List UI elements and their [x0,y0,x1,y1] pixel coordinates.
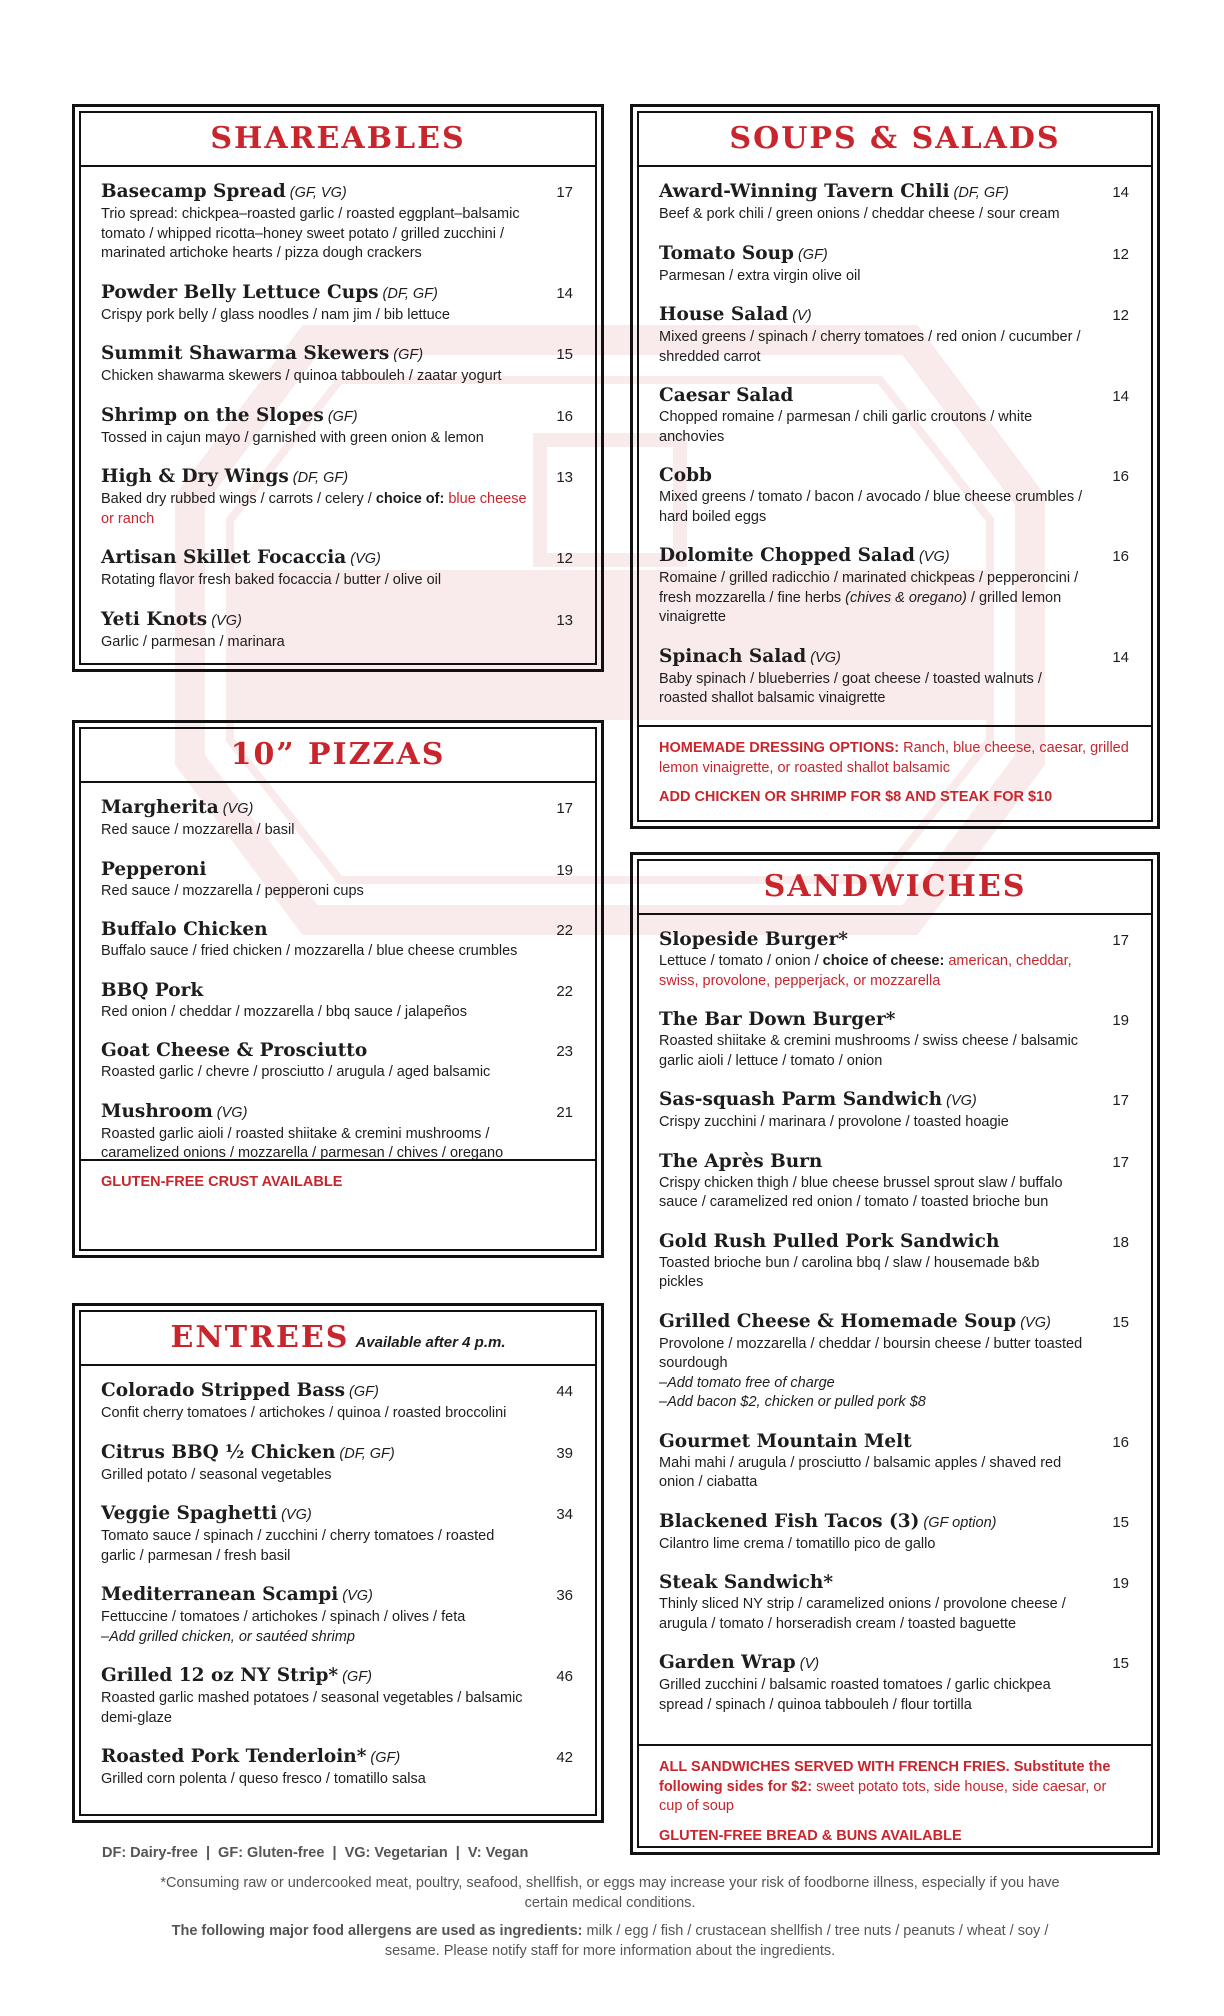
pizzas-section [72,720,604,1258]
choice-options: american, cheddar, swiss, provolone, pepperjack, or mozzarella [659,953,1072,989]
item-title: BBQ Pork [101,979,204,1001]
item-description [659,408,1085,447]
item-name [101,1503,529,1526]
item-description [101,1404,529,1424]
item-name [101,980,529,1002]
description-text: Rotating flavor fresh baked focaccia / butter / olive oil [101,572,442,588]
description-text: Roasted garlic / chevre / prosciutto / arugula / aged balsamic [101,1064,491,1080]
item-description [101,571,529,591]
item-title: Citrus BBQ ½ Chicken [101,1441,336,1463]
menu-item [659,646,1129,709]
menu-item [101,980,573,1023]
item-title: Basecamp Spread [101,181,286,202]
item-description [101,821,529,841]
item-price: 19 [1112,1575,1129,1592]
item-title: Gourmet Mountain Melt [659,1430,912,1452]
item-description [659,1535,1085,1555]
menu-item [101,1040,573,1083]
entrees-section [72,1303,604,1823]
dietary-tag: (GF) [393,347,424,363]
item-price: 22 [556,922,573,939]
item-title: Garden Wrap [659,1652,796,1673]
choice-options: blue cheese or ranch [101,491,527,527]
item-price: 15 [1112,1313,1129,1331]
item-price: 16 [1112,548,1129,565]
menu-item [101,609,573,653]
item-title: Cobb [659,465,712,486]
choice-label: choice of cheese: [822,953,945,969]
item-name [101,609,529,632]
menu-item [659,1311,1129,1413]
item-price: 13 [556,469,573,486]
menu-item [101,1584,573,1647]
dietary-tag: (GF) [349,1384,379,1400]
item-price: 22 [556,982,573,1000]
item-name [101,1746,529,1769]
description-text: Trio spread: chickpea–roasted garlic / roasted eggplant–balsamic tomato / whipped ricotta–honey sweet potato / grilled zucchini / marinated artichoke hearts / pizza dough crackers [101,206,520,261]
description-text: Grilled zucchini / balsamic roasted tomatoes / garlic chickpea spread / spinach / quinoa tabbouleh / flour tortilla [659,1677,1051,1713]
item-name [659,1572,1085,1594]
item-description [101,205,529,264]
item-description [659,1454,1085,1493]
dietary-tag: (VG) [350,551,381,567]
item-price: 44 [556,1383,573,1400]
item-title: Slopeside Burger* [659,929,848,950]
description-text: Red sauce / mozzarella / pepperoni cups [101,882,364,899]
item-name [659,929,1085,951]
item-price: 16 [556,407,573,425]
dietary-tag: (VG) [946,1093,977,1109]
sandwiches-items [639,915,1151,1715]
description-text: Baby spinach / blueberries / goat cheese / toasted walnuts / roasted shallot balsamic vinaigrette [659,670,1042,706]
description-text: Grilled corn polenta / queso fresco / tomatillo salsa [101,1771,426,1787]
description-text: Cilantro lime crema / tomatillo pico de gallo [659,1535,936,1552]
menu-item [101,919,573,962]
item-description [659,205,1085,225]
item-description [101,306,529,326]
item-title: Goat Cheese & Prosciutto [101,1040,368,1061]
item-description [659,1595,1085,1634]
item-name [659,1009,1085,1031]
menu-item [659,304,1129,367]
item-price: 16 [1112,1433,1129,1451]
dietary-tag: (GF) [327,408,358,425]
item-name [659,243,1085,266]
menu-item [101,859,573,902]
item-price: 15 [1112,1513,1129,1531]
item-name [659,465,1085,487]
description-text: Provolone / mozzarella / cheddar / boursin cheese / butter toasted sourdough [659,1335,1083,1371]
description-text: Beef & pork chili / green onions / cheddar cheese / sour cream [659,206,1060,222]
item-title: Margherita [101,797,219,818]
item-name [101,547,529,570]
item-description [101,633,529,653]
item-title: Mushroom [101,1100,213,1122]
item-price: 17 [556,184,573,201]
item-title: Pepperoni [101,858,207,880]
description-text: Lettuce / tomato / onion / [659,953,823,969]
dietary-tag: (V) [792,308,812,324]
menu-item [101,547,573,591]
section-title: SHAREABLES [81,113,595,167]
item-title: High & Dry Wings [101,466,289,487]
description-text: Grilled potato / seasonal vegetables [101,1466,332,1483]
description-text: Tomato sauce / spinach / zucchini / cherry tomatoes / roasted garlic / parmesan / fresh basil [101,1528,495,1564]
dietary-tag: (VG) [342,1588,373,1604]
entrees-title: ENTREES [170,1320,350,1355]
item-name [101,282,529,305]
item-title: Gold Rush Pulled Pork Sandwich [659,1230,1000,1252]
item-title: Sas-squash Parm Sandwich [659,1089,943,1110]
item-name [659,1151,1085,1173]
dietary-tag: (V) [799,1656,820,1672]
dietary-tag: (DF, GF) [953,185,1009,201]
item-title: Summit Shawarma Skewers [101,343,390,364]
item-price: 42 [556,1749,573,1766]
item-name [659,646,1085,669]
description-text: Thinly sliced NY strip / caramelized onions / provolone cheese / arugula / tomato / horseradish cream / toasted baguette [659,1596,1066,1632]
item-name [659,1311,1085,1334]
item-price: 23 [556,1043,573,1060]
dietary-tag: (GF) [797,246,828,263]
dietary-tag: (GF) [370,1750,401,1766]
item-title: Grilled Cheese & Homemade Soup [659,1310,1017,1332]
dietary-tag: (VG) [281,1507,312,1523]
dietary-tag: (VG) [918,549,950,565]
sides-note [659,1758,1131,1817]
item-title: Tomato Soup [659,242,794,264]
menu-item [659,1231,1129,1293]
item-name [101,181,529,204]
item-description [101,490,529,529]
dietary-legend: DF: Dairy-free | GF: Gluten-free | VG: Vegetarian | V: Vegan [102,1845,529,1861]
item-price: 12 [556,550,573,567]
description-text: Chopped romaine / parmesan / chili garlic croutons / white anchovies [659,409,1033,445]
menu-item [101,1380,573,1424]
description-text: Romaine / grilled radicchio / marinated chickpeas / pepperoncini / fresh mozzarella / fine herbs [659,570,1079,606]
item-name [101,405,529,428]
item-price: 17 [1112,1092,1129,1109]
menu-item [101,181,573,264]
item-price: 17 [1112,1153,1129,1171]
item-description [101,942,529,962]
description-text: Chicken shawarma skewers / quinoa tabbouleh / zaatar yogurt [101,368,502,384]
item-price: 17 [556,800,573,817]
menu-item [659,385,1129,447]
item-name [659,1511,1085,1534]
item-name [101,1101,529,1124]
gluten-free-crust-note: GLUTEN-FREE CRUST AVAILABLE [101,1174,343,1190]
sides-text: sweet potato tots, side house, side caesar, or cup of soup [659,1778,1107,1814]
item-price: 21 [556,1103,573,1121]
dietary-tag: (VG) [211,612,242,629]
item-title: Colorado Stripped Bass [101,1380,346,1401]
menu-item [659,181,1129,225]
item-price: 14 [1112,648,1129,666]
item-title: The Bar Down Burger* [659,1009,896,1030]
dietary-tag: (VG) [222,801,254,817]
description-text: Crispy chicken thigh / blue cheese brussel sprout slaw / buffalo sauce / caramelized red onion / tomato / toasted brioche bun [659,1174,1063,1210]
item-title: Grilled 12 oz NY Strip* [101,1665,339,1686]
menu-item [659,243,1129,287]
item-name [101,1040,529,1062]
item-name [659,181,1085,204]
item-name [101,343,529,366]
item-add-on-note: –Add bacon $2, chicken or pulled pork $8 [659,1394,926,1410]
sandwiches-footer [639,1744,1151,1856]
item-title: Mediterranean Scampi [101,1584,339,1605]
item-price: 16 [1112,468,1129,485]
item-description [101,1608,529,1628]
dietary-tag: (GF) [342,1669,372,1685]
item-name [659,1231,1085,1253]
description-text: Tossed in cajun mayo / garnished with green onion & lemon [101,429,484,446]
dietary-tag: (DF, GF) [339,1445,395,1462]
allergen-notice [150,1922,1070,1961]
item-description [659,952,1085,991]
description-text: Roasted garlic mashed potatoes / seasonal vegetables / balsamic demi-glaze [101,1690,523,1726]
item-price: 14 [1112,184,1129,201]
item-description [101,1689,529,1728]
item-description [101,1125,529,1164]
menu-item [659,545,1129,628]
pizzas-footer [81,1159,595,1203]
item-price: 12 [1112,307,1129,324]
menu-item [101,797,573,841]
menu-item [659,1572,1129,1634]
menu-item [659,929,1129,991]
section-title: SANDWICHES [639,861,1151,915]
item-price: 19 [556,861,573,879]
description-text: Confit cherry tomatoes / artichokes / quinoa / roasted broccolini [101,1405,507,1421]
item-name [101,1442,529,1465]
menu-item [659,1652,1129,1715]
item-add-on-note: –Add tomato free of charge [659,1374,835,1391]
menu-item [101,282,573,326]
item-description [659,1254,1085,1293]
item-description [101,882,529,902]
item-name [659,304,1085,327]
soups-items [639,167,1151,709]
description-text: Red sauce / mozzarella / basil [101,822,295,838]
dietary-tag: (VG) [216,1104,248,1121]
item-price: 14 [1112,388,1129,405]
item-title: Yeti Knots [101,608,208,630]
description-text: Crispy zucchini / marinara / provolone / toasted hoagie [659,1114,1009,1130]
menu-item [659,1511,1129,1555]
description-text: Roasted shiitake & cremini mushrooms / swiss cheese / balsamic garlic aioli / lettuce / tomato / onion [659,1033,1079,1069]
description-text: Mahi mahi / arugula / prosciutto / balsamic apples / shaved red onion / ciabatta [659,1454,1062,1490]
item-description [101,1770,529,1790]
item-title: Artisan Skillet Focaccia [101,547,347,568]
protein-addon: ADD CHICKEN OR SHRIMP FOR $8 AND STEAK FOR $10 [659,789,1053,805]
item-description [659,1335,1085,1374]
item-title: Spinach Salad [659,645,807,667]
dietary-tag: (GF, VG) [289,185,347,201]
item-name [659,1431,1085,1453]
item-price: 14 [556,284,573,302]
menu-item [659,1089,1129,1133]
item-name [659,1652,1085,1675]
pizzas-items [81,783,595,1164]
item-description [101,1003,529,1023]
item-description [659,569,1085,628]
item-description [659,328,1085,367]
item-title: Dolomite Chopped Salad [659,545,915,566]
item-name [101,466,529,489]
item-title: Steak Sandwich* [659,1572,833,1593]
item-name [101,1584,529,1607]
item-description [101,1527,529,1566]
dietary-tag: (DF, GF) [382,285,438,302]
item-description [101,429,529,449]
item-price: 18 [1112,1233,1129,1251]
item-description [659,1174,1085,1213]
description-text: Garlic / parmesan / marinara [101,633,285,650]
item-price: 15 [1112,1655,1129,1672]
item-title: House Salad [659,304,789,325]
gluten-free-bread-note: GLUTEN-FREE BREAD & BUNS AVAILABLE [659,1827,962,1844]
item-name [101,1665,529,1688]
item-description [659,488,1085,527]
item-name [101,919,529,941]
allergen-label: The following major food allergens are used as ingredients: [171,1923,583,1939]
item-price: 36 [556,1587,573,1604]
menu-item [659,1009,1129,1071]
item-price: 46 [556,1668,573,1685]
menu-item [101,466,573,529]
item-add-on-note: –Add grilled chicken, or sautéed shrimp [101,1628,355,1645]
item-title: Award-Winning Tavern Chili [659,181,950,202]
item-title: Roasted Pork Tenderloin* [101,1746,367,1767]
section-title: SOUPS & SALADS [639,113,1151,167]
dietary-tag: (VG) [810,649,841,666]
description-text: Crispy pork belly / glass noodles / nam jim / bib lettuce [101,306,450,323]
item-description [659,1676,1085,1715]
item-description [101,1063,529,1083]
item-price: 34 [556,1506,573,1523]
item-title: Powder Belly Lettuce Cups [101,281,379,303]
entrees-items [81,1366,595,1790]
item-price: 12 [1112,245,1129,263]
item-title: Caesar Salad [659,385,794,406]
description-text: Toasted brioche bun / carolina bbq / slaw / housemade b&b pickles [659,1254,1040,1290]
section-title: 10” PIZZAS [81,729,595,783]
sides-label: ALL SANDWICHES SERVED WITH FRENCH FRIES. Substitute the following sides for $2: [659,1759,1111,1795]
description-text: Roasted garlic aioli / roasted shiitake & cremini mushrooms / caramelized onions / mozzarella / parmesan / chives / oregano [101,1125,504,1161]
item-description [101,367,529,387]
menu-item [101,1503,573,1566]
description-italic: (chives & oregano) [845,589,967,606]
soups-footer [639,725,1151,818]
food-safety-disclaimer: *Consuming raw or undercooked meat, poultry, seafood, shellfish, or eggs may increase your risk of foodborne illness, especially if you have certain medical conditions. [160,1875,1060,1911]
item-description [659,267,1085,287]
item-name [659,385,1085,407]
dietary-tag: (VG) [1020,1314,1051,1331]
item-name [101,859,529,881]
menu-item [101,343,573,387]
item-title: Blackened Fish Tacos (3) [659,1510,920,1532]
description-text: Buffalo sauce / fried chicken / mozzarella / blue cheese crumbles [101,943,518,959]
item-description [659,1032,1085,1071]
dressing-text: Ranch, blue cheese, caesar, grilled lemon vinaigrette, or roasted shallot balsamic [659,740,1129,776]
item-price: 15 [556,346,573,363]
item-price: 13 [556,611,573,629]
item-title: Shrimp on the Slopes [101,404,324,426]
menu-item [101,1665,573,1728]
description-text: Red onion / cheddar / mozzarella / bbq sauce / jalapeños [101,1003,467,1020]
allergen-text: milk / egg / fish / crustacean shellfish / tree nuts / peanuts / wheat / soy / sesame. Please notify staff for more information about the ingredients. [384,1923,1049,1959]
item-title: The Après Burn [659,1150,823,1172]
item-name [659,1089,1085,1112]
item-description [659,1113,1085,1133]
item-description [659,670,1085,709]
item-title: Buffalo Chicken [101,919,268,940]
description-tail: / grilled lemon vinaigrette [659,589,1062,625]
menu-item [659,1151,1129,1213]
dressing-options [659,739,1131,778]
item-name [101,797,529,820]
item-price: 39 [556,1444,573,1462]
item-title: Veggie Spaghetti [101,1503,278,1524]
description-text: Fettuccine / tomatoes / artichokes / spinach / olives / feta [101,1609,466,1625]
dressing-label: HOMEMADE DRESSING OPTIONS: [659,740,900,756]
item-description [101,1466,529,1486]
shareables-section [72,104,604,672]
shareables-items [81,167,595,652]
description-text: Parmesan / extra virgin olive oil [659,267,861,284]
menu-item [101,1101,573,1164]
description-text: Mixed greens / spinach / cherry tomatoes / red onion / cucumber / shredded carrot [659,329,1081,365]
menu-item [101,405,573,449]
menu-item [101,1746,573,1790]
menu-item [659,465,1129,527]
item-name [101,1380,529,1403]
menu-item [101,1442,573,1486]
dietary-tag: (DF, GF) [292,470,349,486]
section-title [81,1312,595,1366]
choice-label: choice of: [375,491,445,507]
item-name [659,545,1085,568]
soups-salads-section [630,104,1160,829]
dietary-tag: (GF option) [923,1514,997,1531]
sandwiches-section [630,852,1160,1855]
menu-item [659,1431,1129,1493]
description-text: Baked dry rubbed wings / carrots / celery / [101,491,376,507]
item-price: 17 [1112,932,1129,949]
description-text: Mixed greens / tomato / bacon / avocado / blue cheese crumbles / hard boiled eggs [659,489,1083,525]
item-price: 19 [1112,1012,1129,1029]
entrees-availability-note: Available after 4 p.m. [355,1334,506,1351]
